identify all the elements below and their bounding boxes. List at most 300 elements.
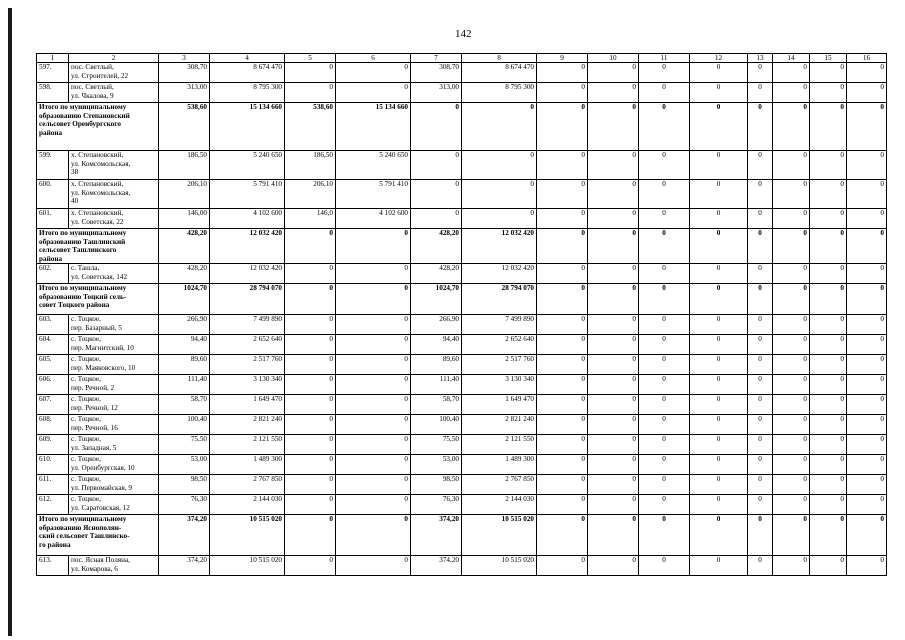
value-cell: 0 bbox=[847, 556, 887, 576]
value-cell: 0 bbox=[810, 284, 847, 315]
value-cell: 0 bbox=[537, 264, 588, 284]
value-cell: 0 bbox=[588, 455, 639, 475]
value-cell: 0 bbox=[336, 315, 411, 335]
value-cell: 0 bbox=[537, 63, 588, 83]
value-cell: 0 bbox=[690, 455, 748, 475]
value-cell: 0 bbox=[847, 284, 887, 315]
column-header: 12 bbox=[690, 54, 748, 63]
row-number: 597. bbox=[37, 63, 69, 83]
value-cell: 0 bbox=[537, 395, 588, 415]
value-cell: 4 102 600 bbox=[210, 209, 285, 229]
value-cell: 0 bbox=[285, 415, 336, 435]
value-cell: 0 bbox=[690, 335, 748, 355]
table-row bbox=[37, 455, 887, 475]
value-cell: 0 bbox=[639, 495, 690, 515]
value-cell: 2 767 850 bbox=[462, 475, 537, 495]
value-cell: 5 791 410 bbox=[210, 180, 285, 209]
address-cell bbox=[69, 475, 159, 495]
address-line: с. Тоцкое, bbox=[71, 475, 101, 484]
value-cell: 2 121 550 bbox=[462, 435, 537, 455]
value-cell: 0 bbox=[690, 180, 748, 209]
address-line: пер. Базарный, 5 bbox=[71, 323, 122, 332]
address-line: ул. Чкалова, 9 bbox=[71, 91, 114, 100]
value-cell: 0 bbox=[773, 63, 810, 83]
value-cell: 0 bbox=[810, 475, 847, 495]
value-cell: 0 bbox=[773, 151, 810, 180]
value-cell: 0 bbox=[336, 264, 411, 284]
value-cell: 5 791 410 bbox=[336, 180, 411, 209]
value-cell: 7 499 890 bbox=[462, 315, 537, 335]
value-cell: 0 bbox=[588, 395, 639, 415]
table-row bbox=[37, 495, 887, 515]
value-cell: 0 bbox=[690, 495, 748, 515]
value-cell: 12 032 420 bbox=[462, 264, 537, 284]
address-line: пер. Магнитский, 10 bbox=[71, 343, 134, 352]
address-cell bbox=[69, 151, 159, 180]
address-cell bbox=[69, 395, 159, 415]
address-cell bbox=[69, 315, 159, 335]
value-cell: 0 bbox=[285, 475, 336, 495]
value-cell: 4 102 600 bbox=[336, 209, 411, 229]
value-cell: 89,60 bbox=[411, 355, 462, 375]
address-line: с. Ташла, bbox=[71, 264, 100, 273]
address-cell bbox=[69, 335, 159, 355]
value-cell: 538,60 bbox=[159, 103, 210, 151]
value-cell: 0 bbox=[537, 515, 588, 556]
value-cell: 1 489 300 bbox=[210, 455, 285, 475]
value-cell: 0 bbox=[748, 335, 773, 355]
address-line: с. Тоцкое, bbox=[71, 435, 101, 444]
value-cell: 0 bbox=[690, 355, 748, 375]
value-cell: 76,30 bbox=[159, 495, 210, 515]
address-line: с. Тоцкое, bbox=[71, 455, 101, 464]
value-cell: 0 bbox=[748, 395, 773, 415]
row-number: 607. bbox=[37, 395, 69, 415]
column-number-header-row bbox=[37, 54, 887, 63]
value-cell: 0 bbox=[847, 415, 887, 435]
subtotal-label bbox=[37, 103, 159, 151]
table-row bbox=[37, 556, 887, 576]
value-cell: 0 bbox=[810, 455, 847, 475]
table-row bbox=[37, 315, 887, 335]
value-cell: 0 bbox=[748, 63, 773, 83]
address-cell bbox=[69, 375, 159, 395]
value-cell: 0 bbox=[639, 83, 690, 103]
value-cell: 0 bbox=[537, 415, 588, 435]
value-cell: 0 bbox=[690, 209, 748, 229]
value-cell: 10 515 020 bbox=[210, 515, 285, 556]
value-cell: 0 bbox=[690, 83, 748, 103]
value-cell: 0 bbox=[588, 151, 639, 180]
value-cell: 58,70 bbox=[411, 395, 462, 415]
value-cell: 53,00 bbox=[159, 455, 210, 475]
column-header: 7 bbox=[411, 54, 462, 63]
value-cell: 76,30 bbox=[411, 495, 462, 515]
value-cell: 100,40 bbox=[411, 415, 462, 435]
value-cell: 7 499 890 bbox=[210, 315, 285, 335]
value-cell: 2 121 550 bbox=[210, 435, 285, 455]
value-cell: 0 bbox=[748, 264, 773, 284]
address-line: ул. Первомайская, 9 bbox=[71, 483, 133, 492]
table-row bbox=[37, 180, 887, 209]
subtotal-label-line: Итого по муниципальному bbox=[39, 229, 127, 238]
value-cell: 75,50 bbox=[159, 435, 210, 455]
value-cell: 0 bbox=[773, 495, 810, 515]
value-cell: 111,40 bbox=[159, 375, 210, 395]
row-number: 600. bbox=[37, 180, 69, 209]
value-cell: 0 bbox=[810, 515, 847, 556]
value-cell: 0 bbox=[411, 209, 462, 229]
column-header: 9 bbox=[537, 54, 588, 63]
value-cell: 0 bbox=[773, 103, 810, 151]
value-cell: 0 bbox=[285, 375, 336, 395]
value-cell: 0 bbox=[285, 435, 336, 455]
value-cell: 0 bbox=[810, 209, 847, 229]
value-cell: 8 674 470 bbox=[462, 63, 537, 83]
value-cell: 0 bbox=[810, 556, 847, 576]
value-cell: 0 bbox=[537, 475, 588, 495]
column-header: 11 bbox=[639, 54, 690, 63]
value-cell: 0 bbox=[537, 83, 588, 103]
value-cell: 2 144 030 bbox=[462, 495, 537, 515]
table-row bbox=[37, 151, 887, 180]
address-line: 38 bbox=[71, 168, 79, 177]
value-cell: 0 bbox=[773, 264, 810, 284]
value-cell: 1024,70 bbox=[411, 284, 462, 315]
value-cell: 0 bbox=[537, 229, 588, 264]
address-line: ул. Комсомольская, bbox=[71, 159, 131, 168]
value-cell: 0 bbox=[847, 209, 887, 229]
page-number: 142 bbox=[455, 28, 472, 40]
value-cell: 0 bbox=[773, 475, 810, 495]
value-cell: 0 bbox=[748, 209, 773, 229]
value-cell: 1024,70 bbox=[159, 284, 210, 315]
value-cell: 0 bbox=[537, 355, 588, 375]
table-row bbox=[37, 335, 887, 355]
value-cell: 0 bbox=[336, 335, 411, 355]
address-cell bbox=[69, 83, 159, 103]
value-cell: 0 bbox=[285, 395, 336, 415]
subtotal-row bbox=[37, 515, 887, 556]
value-cell: 0 bbox=[773, 455, 810, 475]
subtotal-label-line: совет Тоцкого района bbox=[39, 301, 110, 310]
value-cell: 8 795 300 bbox=[462, 83, 537, 103]
value-cell: 0 bbox=[748, 284, 773, 315]
address-line: с. Тоцкое, bbox=[71, 315, 101, 324]
value-cell: 89,60 bbox=[159, 355, 210, 375]
subtotal-label-line: ский сельсовет Ташлинско- bbox=[39, 532, 130, 541]
value-cell: 0 bbox=[462, 209, 537, 229]
row-number: 613. bbox=[37, 556, 69, 576]
column-header: 5 bbox=[285, 54, 336, 63]
value-cell: 0 bbox=[810, 63, 847, 83]
value-cell: 0 bbox=[537, 375, 588, 395]
subtotal-row bbox=[37, 284, 887, 315]
value-cell: 0 bbox=[285, 315, 336, 335]
value-cell: 12 032 420 bbox=[210, 229, 285, 264]
value-cell: 0 bbox=[748, 315, 773, 335]
value-cell: 0 bbox=[336, 229, 411, 264]
value-cell: 0 bbox=[588, 475, 639, 495]
table-row bbox=[37, 264, 887, 284]
value-cell: 0 bbox=[537, 151, 588, 180]
value-cell: 0 bbox=[690, 284, 748, 315]
address-line: х. Степановский, bbox=[71, 180, 124, 189]
value-cell: 0 bbox=[588, 375, 639, 395]
value-cell: 0 bbox=[847, 151, 887, 180]
value-cell: 0 bbox=[537, 180, 588, 209]
address-line: х. Степановский, bbox=[71, 209, 124, 218]
value-cell: 0 bbox=[847, 455, 887, 475]
value-cell: 0 bbox=[748, 83, 773, 103]
value-cell: 0 bbox=[588, 284, 639, 315]
address-line: х. Степановский, bbox=[71, 151, 124, 160]
value-cell: 206,10 bbox=[159, 180, 210, 209]
table-body bbox=[37, 54, 887, 576]
subtotal-label-line: образованию Ташлинский bbox=[39, 237, 126, 246]
table-row bbox=[37, 209, 887, 229]
subtotal-label bbox=[37, 284, 159, 315]
value-cell: 0 bbox=[847, 264, 887, 284]
address-cell bbox=[69, 180, 159, 209]
value-cell: 0 bbox=[588, 103, 639, 151]
address-line: пер. Речной, 12 bbox=[71, 403, 118, 412]
value-cell: 0 bbox=[810, 415, 847, 435]
value-cell: 1 649 470 bbox=[462, 395, 537, 415]
row-number: 612. bbox=[37, 495, 69, 515]
value-cell: 5 240 650 bbox=[210, 151, 285, 180]
address-cell bbox=[69, 355, 159, 375]
value-cell: 0 bbox=[336, 284, 411, 315]
value-cell: 374,20 bbox=[159, 515, 210, 556]
value-cell: 0 bbox=[588, 335, 639, 355]
address-cell bbox=[69, 415, 159, 435]
value-cell: 0 bbox=[639, 455, 690, 475]
column-header: 6 bbox=[336, 54, 411, 63]
value-cell: 75,50 bbox=[411, 435, 462, 455]
value-cell: 0 bbox=[690, 315, 748, 335]
value-cell: 0 bbox=[847, 63, 887, 83]
value-cell: 146,0 bbox=[285, 209, 336, 229]
value-cell: 0 bbox=[336, 435, 411, 455]
value-cell: 2 144 030 bbox=[210, 495, 285, 515]
value-cell: 0 bbox=[748, 375, 773, 395]
subtotal-row bbox=[37, 103, 887, 151]
value-cell: 308,70 bbox=[159, 63, 210, 83]
value-cell: 0 bbox=[690, 264, 748, 284]
value-cell: 98,50 bbox=[159, 475, 210, 495]
value-cell: 0 bbox=[537, 495, 588, 515]
value-cell: 10 515 020 bbox=[210, 556, 285, 576]
value-cell: 28 794 070 bbox=[462, 284, 537, 315]
value-cell: 0 bbox=[639, 335, 690, 355]
value-cell: 0 bbox=[588, 315, 639, 335]
value-cell: 0 bbox=[748, 475, 773, 495]
value-cell: 2 652 640 bbox=[462, 335, 537, 355]
value-cell: 0 bbox=[336, 455, 411, 475]
value-cell: 0 bbox=[639, 264, 690, 284]
value-cell: 0 bbox=[773, 83, 810, 103]
column-header: 2 bbox=[69, 54, 159, 63]
value-cell: 8 674 470 bbox=[210, 63, 285, 83]
address-cell bbox=[69, 495, 159, 515]
value-cell: 0 bbox=[639, 475, 690, 495]
address-cell bbox=[69, 264, 159, 284]
value-cell: 0 bbox=[639, 103, 690, 151]
value-cell: 28 794 070 bbox=[210, 284, 285, 315]
value-cell: 0 bbox=[847, 435, 887, 455]
value-cell: 0 bbox=[537, 455, 588, 475]
value-cell: 0 bbox=[810, 395, 847, 415]
value-cell: 2 767 850 bbox=[210, 475, 285, 495]
value-cell: 0 bbox=[336, 556, 411, 576]
value-cell: 0 bbox=[748, 435, 773, 455]
column-header: 10 bbox=[588, 54, 639, 63]
address-line: пер. Речной, 16 bbox=[71, 423, 118, 432]
value-cell: 0 bbox=[773, 556, 810, 576]
subtotal-label-line: района bbox=[39, 254, 63, 263]
value-cell: 0 bbox=[773, 375, 810, 395]
address-line: пос. Ясная Поляна, bbox=[71, 556, 130, 565]
value-cell: 0 bbox=[588, 435, 639, 455]
value-cell: 1 649 470 bbox=[210, 395, 285, 415]
value-cell: 0 bbox=[773, 315, 810, 335]
value-cell: 0 bbox=[588, 355, 639, 375]
value-cell: 0 bbox=[773, 209, 810, 229]
value-cell: 0 bbox=[773, 355, 810, 375]
value-cell: 0 bbox=[690, 395, 748, 415]
value-cell: 0 bbox=[690, 63, 748, 83]
subtotal-row bbox=[37, 229, 887, 264]
value-cell: 53,00 bbox=[411, 455, 462, 475]
value-cell: 0 bbox=[690, 103, 748, 151]
address-line: с. Тоцкое, bbox=[71, 335, 101, 344]
value-cell: 0 bbox=[285, 284, 336, 315]
table-row bbox=[37, 355, 887, 375]
value-cell: 0 bbox=[285, 63, 336, 83]
value-cell: 0 bbox=[690, 229, 748, 264]
subtotal-label-line: района bbox=[39, 128, 63, 137]
row-number: 601. bbox=[37, 209, 69, 229]
value-cell: 0 bbox=[285, 515, 336, 556]
column-header: 15 bbox=[810, 54, 847, 63]
value-cell: 0 bbox=[847, 103, 887, 151]
value-cell: 0 bbox=[588, 63, 639, 83]
value-cell: 94,40 bbox=[411, 335, 462, 355]
value-cell: 0 bbox=[810, 83, 847, 103]
address-line: с. Тоцкое, bbox=[71, 395, 101, 404]
value-cell: 0 bbox=[773, 515, 810, 556]
value-cell: 0 bbox=[810, 375, 847, 395]
value-cell: 146,00 bbox=[159, 209, 210, 229]
table-row bbox=[37, 395, 887, 415]
value-cell: 0 bbox=[285, 83, 336, 103]
value-cell: 0 bbox=[537, 209, 588, 229]
value-cell: 0 bbox=[690, 475, 748, 495]
value-cell: 186,50 bbox=[285, 151, 336, 180]
subtotal-label-line: Итого по муниципальному bbox=[39, 103, 127, 112]
value-cell: 8 795 300 bbox=[210, 83, 285, 103]
value-cell: 0 bbox=[690, 151, 748, 180]
address-cell bbox=[69, 209, 159, 229]
value-cell: 0 bbox=[810, 151, 847, 180]
address-line: с. Тоцкое, bbox=[71, 375, 101, 384]
value-cell: 15 134 660 bbox=[336, 103, 411, 151]
value-cell: 0 bbox=[748, 556, 773, 576]
value-cell: 0 bbox=[411, 151, 462, 180]
address-line: ул. Советская, 142 bbox=[71, 272, 128, 281]
subtotal-label-line: сельсовет Оренбургского bbox=[39, 120, 121, 129]
value-cell: 0 bbox=[639, 180, 690, 209]
subtotal-label-line: образованию Тоцкий сель- bbox=[39, 292, 127, 301]
address-line: ул. Саратовская, 12 bbox=[71, 503, 130, 512]
value-cell: 0 bbox=[847, 180, 887, 209]
value-cell: 0 bbox=[847, 335, 887, 355]
value-cell: 0 bbox=[810, 180, 847, 209]
value-cell: 0 bbox=[810, 264, 847, 284]
column-header: 14 bbox=[773, 54, 810, 63]
table-row bbox=[37, 83, 887, 103]
address-line: ул. Западная, 5 bbox=[71, 443, 117, 452]
value-cell: 0 bbox=[773, 180, 810, 209]
table-row bbox=[37, 375, 887, 395]
address-line: ул. Комсомольская, bbox=[71, 188, 131, 197]
value-cell: 0 bbox=[810, 355, 847, 375]
value-cell: 0 bbox=[588, 415, 639, 435]
value-cell: 0 bbox=[588, 209, 639, 229]
value-cell: 374,20 bbox=[411, 515, 462, 556]
address-line: ул. Комарова, 6 bbox=[71, 564, 118, 573]
address-line: ул. Строителей, 22 bbox=[71, 71, 129, 80]
subtotal-label-line: Итого по муниципальному bbox=[39, 515, 127, 524]
value-cell: 0 bbox=[462, 151, 537, 180]
value-cell: 0 bbox=[336, 375, 411, 395]
row-number: 611. bbox=[37, 475, 69, 495]
column-header: 3 bbox=[159, 54, 210, 63]
value-cell: 0 bbox=[639, 151, 690, 180]
address-cell bbox=[69, 556, 159, 576]
address-line: пер. Маяковского, 10 bbox=[71, 363, 136, 372]
value-cell: 0 bbox=[639, 375, 690, 395]
property-table bbox=[36, 53, 887, 576]
column-header: 13 bbox=[748, 54, 773, 63]
address-line: пос. Светлый, bbox=[71, 83, 114, 92]
value-cell: 0 bbox=[285, 229, 336, 264]
value-cell: 0 bbox=[588, 515, 639, 556]
value-cell: 0 bbox=[285, 264, 336, 284]
value-cell: 0 bbox=[748, 103, 773, 151]
value-cell: 0 bbox=[336, 63, 411, 83]
left-margin-bar bbox=[8, 8, 12, 636]
row-number: 608. bbox=[37, 415, 69, 435]
value-cell: 0 bbox=[810, 229, 847, 264]
value-cell: 0 bbox=[748, 455, 773, 475]
value-cell: 428,20 bbox=[411, 264, 462, 284]
value-cell: 0 bbox=[773, 395, 810, 415]
address-line: пос. Светлый, bbox=[71, 63, 114, 72]
value-cell: 0 bbox=[690, 415, 748, 435]
value-cell: 0 bbox=[690, 515, 748, 556]
value-cell: 0 bbox=[537, 556, 588, 576]
value-cell: 12 032 420 bbox=[462, 229, 537, 264]
value-cell: 0 bbox=[336, 395, 411, 415]
subtotal-label bbox=[37, 515, 159, 556]
address-cell bbox=[69, 435, 159, 455]
address-line: с. Тоцкое, bbox=[71, 355, 101, 364]
value-cell: 186,50 bbox=[159, 151, 210, 180]
value-cell: 0 bbox=[639, 63, 690, 83]
value-cell: 0 bbox=[285, 495, 336, 515]
